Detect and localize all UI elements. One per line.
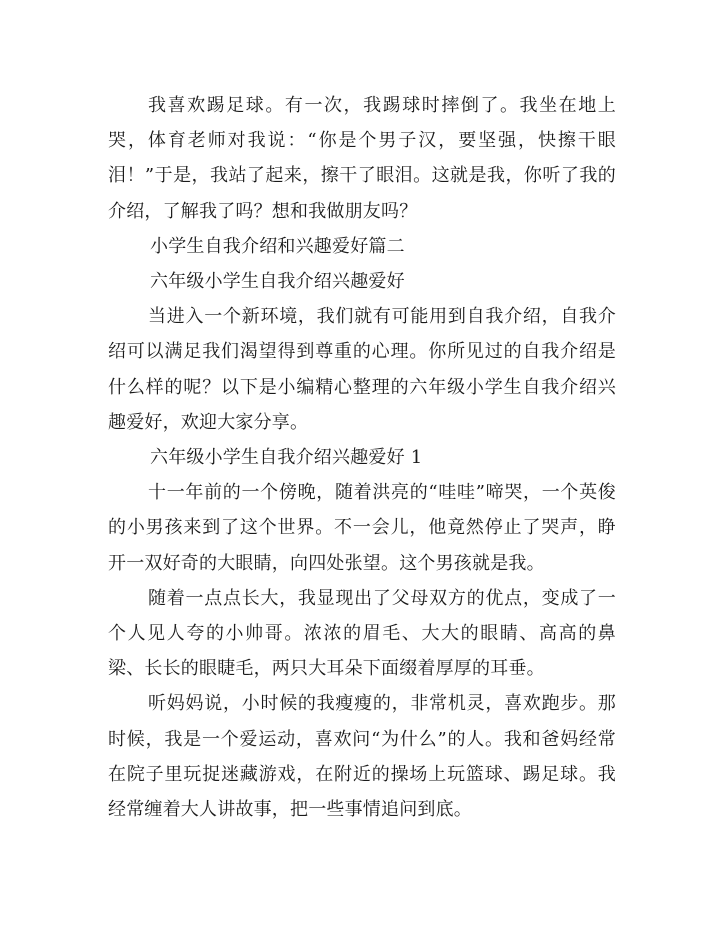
subheading-essay-1: 六年级小学生自我介绍兴趣爱好 1 [150, 447, 423, 469]
section-heading-part-two: 小学生自我介绍和兴趣爱好篇二 [150, 235, 405, 257]
paragraph-football-story: 我喜欢踢足球。有一次，我踢球时摔倒了。我坐在地上哭，体育老师对我说：“你是个男子汉，要坚强，快擦干眼泪！”于是，我站了起来，擦干了眼泪。这就是我，你听了我的介绍，了解我了吗？想和我做朋友吗？ [108, 95, 616, 222]
paragraph-introduction: 当进入一个新环境，我们就有可能用到自我介绍，自我介绍可以满足我们渴望得到尊重的心理。你所见过的自我介绍是什么样的呢？以下是小编精心整理的六年级小学生自我介绍兴趣爱好，欢迎大家分享。 [108, 306, 616, 433]
article-title: 六年级小学生自我介绍兴趣爱好 [150, 271, 405, 293]
paragraph-appearance: 随着一点点长大，我显现出了父母双方的优点，变成了一个人见人夸的小帅哥。浓浓的眉毛、大大的眼睛、高高的鼻梁、长长的眼睫毛，两只大耳朵下面缀着厚厚的耳垂。 [108, 587, 616, 680]
paragraph-birth: 十一年前的一个傍晚，随着洪亮的“哇哇”啼哭，一个英俊的小男孩来到了这个世界。不一会儿，他竟然停止了哭声，睁开一双好奇的大眼睛，向四处张望。这个男孩就是我。 [108, 482, 616, 574]
paragraph-childhood: 听妈妈说，小时候的我瘦瘦的，非常机灵，喜欢跑步。那时候，我是一个爱运动，喜欢问“为什么”的人。我和爸妈经常在院子里玩捉迷藏游戏，在附近的操场上玩篮球、踢足球。我经常缠着大人讲故事，把一些事情追问到底。 [108, 693, 616, 821]
document-body [108, 88, 616, 827]
